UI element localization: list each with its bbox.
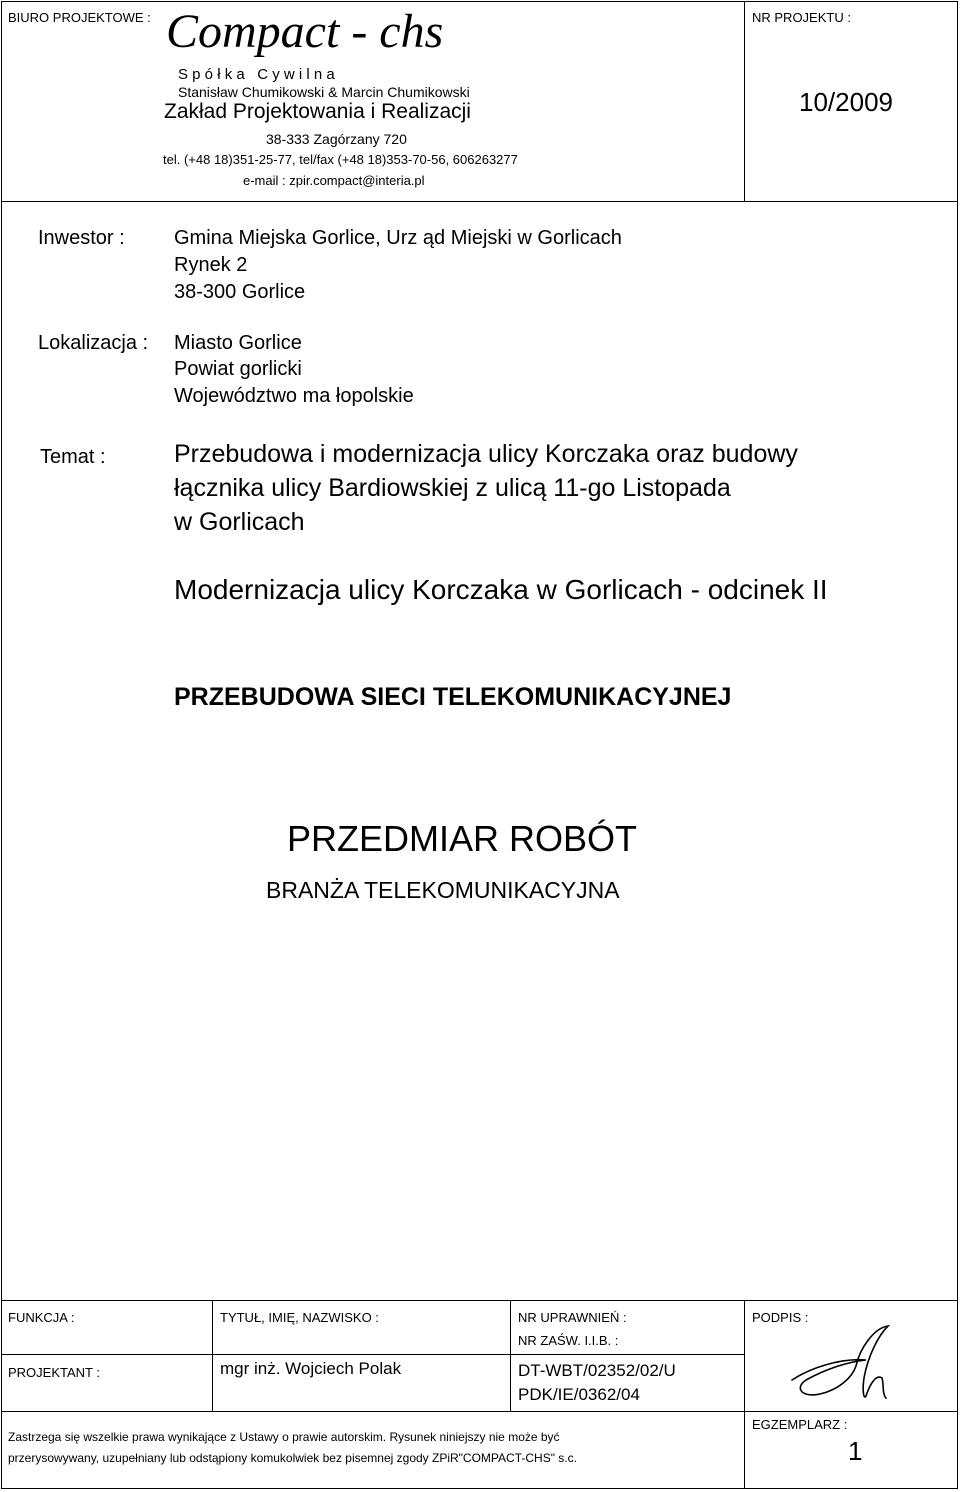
inwestor-label: Inwestor : <box>38 227 125 249</box>
temat-line-3: w Gorlicach <box>174 508 305 536</box>
egzemplarz-value: 1 <box>848 1436 863 1466</box>
lokalizacja-line-3: Województwo ma łopolskie <box>174 385 414 407</box>
company-division: Zakład Projektowania i Realizacji <box>164 100 471 123</box>
tytul-label: TYTUŁ, IMIĘ, NAZWISKO : <box>220 1310 379 1325</box>
nr-projektu-value: 10/2009 <box>799 87 893 117</box>
company-name: Compact - chs <box>166 5 444 58</box>
branza-title: BRANŻA TELEKOMUNIKACYJNA <box>266 877 620 903</box>
document-title: PRZEDMIAR ROBÓT <box>287 818 638 859</box>
funkcja-label: FUNKCJA : <box>8 1310 75 1325</box>
biuro-label: BIURO PROJEKTOWE : <box>8 10 151 25</box>
section-title: PRZEBUDOWA SIECI TELEKOMUNIKACYJNEJ <box>174 683 732 711</box>
footer-col-3 <box>744 1300 745 1489</box>
company-type: S p ó ł k a C y w i l n a <box>178 66 335 83</box>
copyright-line-2: przerysowywany, uzupełniany lub odstąpiony komukolwiek bez pisemnej zgody ZPiR"COMPACT-CHS" s.c. <box>8 1451 577 1465</box>
signature-icon <box>786 1322 896 1407</box>
footer-bottom-line <box>1 1411 958 1412</box>
lokalizacja-label: Lokalizacja : <box>38 332 149 354</box>
company-owners: Stanisław Chumikowski & Marcin Chumikowski <box>178 84 470 100</box>
projektant-label: PROJEKTANT : <box>8 1365 100 1380</box>
company-email: e-mail : zpir.compact@interia.pl <box>243 173 425 188</box>
nr-projektu-label: NR PROJEKTU : <box>752 10 851 25</box>
inwestor-line-2: Rynek 2 <box>174 254 248 276</box>
uprawnienia-1: DT-WBT/02352/02/U <box>518 1361 676 1380</box>
header-divider <box>744 1 745 202</box>
lokalizacja-line-1: Miasto Gorlice <box>174 332 302 354</box>
header-bottom-line <box>1 201 958 202</box>
inwestor-line-3: 38-300 Gorlice <box>174 281 306 303</box>
egzemplarz-label: EGZEMPLARZ : <box>752 1417 848 1432</box>
projektant-name: mgr inż. Wojciech Polak <box>220 1359 402 1378</box>
copyright-line-1: Zastrzega się wszelkie prawa wynikające z Ustawy o prawie autorskim. Rysunek niniejszy nie może być <box>8 1430 560 1444</box>
lokalizacja-line-2: Powiat gorlicki <box>174 358 302 380</box>
footer-top-line <box>1 1300 958 1301</box>
company-phones: tel. (+48 18)351-25-77, tel/fax (+48 18)353-70-56, 606263277 <box>163 152 518 167</box>
subtitle: Modernizacja ulicy Korczaka w Gorlicach - odcinek II <box>174 574 828 605</box>
nr-uprawnien-label: NR UPRAWNIEŃ : <box>518 1310 627 1325</box>
company-address: 38-333 Zagórzany 720 <box>266 131 407 147</box>
footer-col-2 <box>510 1300 511 1411</box>
footer-col-1 <box>212 1300 213 1411</box>
temat-line-2: łącznika ulicy Bardiowskiej z ulicą 11-go Listopada <box>174 474 731 502</box>
podpis-label: PODPIS : <box>752 1310 809 1325</box>
page-frame <box>1 1 958 1489</box>
inwestor-line-1: Gmina Miejska Gorlice, Urz ąd Miejski w Gorlicach <box>174 227 622 249</box>
uprawnienia-2: PDK/IE/0362/04 <box>518 1385 640 1404</box>
temat-line-1: Przebudowa i modernizacja ulicy Korczaka oraz budowy <box>174 440 798 468</box>
temat-label: Temat : <box>40 446 106 468</box>
nr-zasw-label: NR ZAŚW. I.I.B. : <box>518 1333 619 1348</box>
footer-row-line <box>1 1354 745 1355</box>
